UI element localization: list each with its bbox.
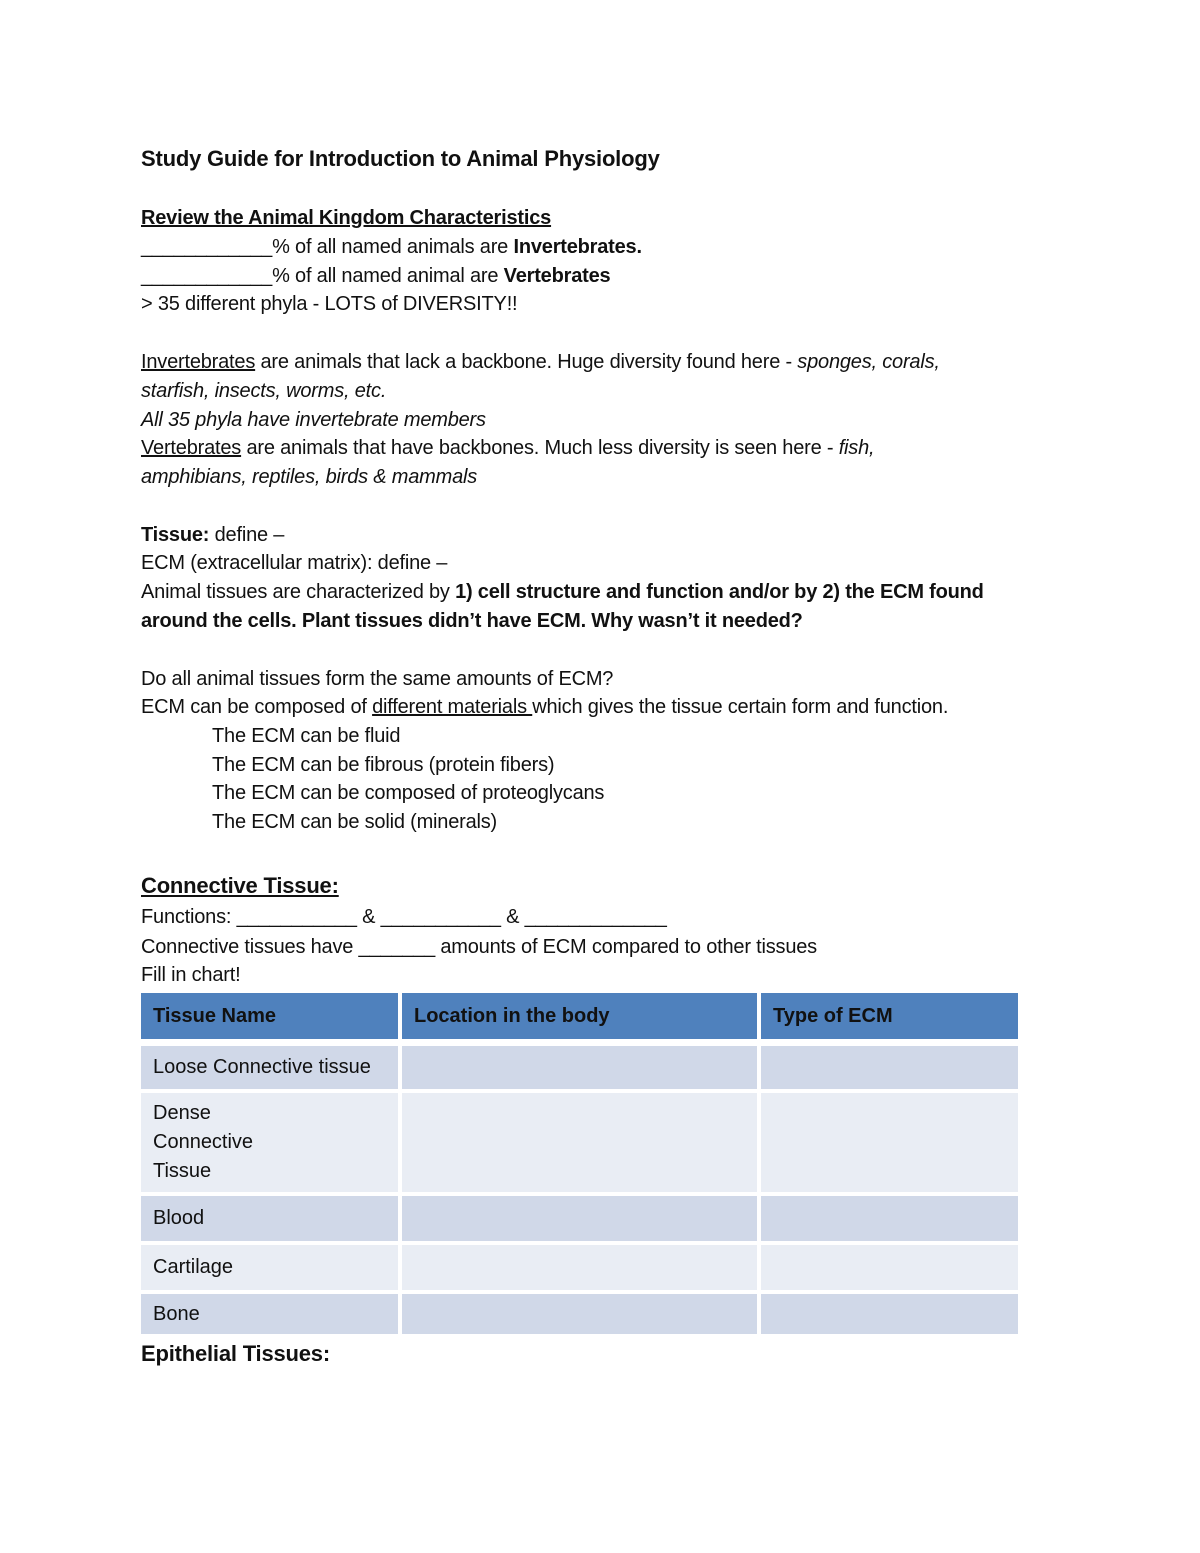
ecm-amounts-line: Connective tissues have _______ amounts of ECM compared to other tissues	[141, 936, 817, 958]
table-row	[141, 1196, 1018, 1241]
ecm-type-cell[interactable]	[761, 1294, 1018, 1334]
tissue-name-cell: Dense Connective Tissue	[141, 1093, 398, 1192]
ecm-item: The ECM can be fibrous (protein fibers)	[212, 754, 555, 776]
table-header-row	[141, 993, 1018, 1042]
connective-tissue-heading: Connective Tissue:	[141, 873, 339, 898]
vertebrates-definition: Vertebrates are animals that have backbones. Much less diversity is seen here - fish,	[141, 437, 875, 459]
invertebrates-definition: Invertebrates are animals that lack a backbone. Huge diversity found here - sponges, corals,	[141, 351, 940, 373]
tissue-name-cell: Cartilage	[141, 1245, 398, 1290]
tissue-define-line: Tissue: define –	[141, 524, 285, 546]
fill-chart-instruction: Fill in chart!	[141, 964, 241, 986]
location-cell[interactable]	[402, 1294, 757, 1334]
page-title: Study Guide for Introduction to Animal Physiology	[141, 146, 660, 171]
table-row	[141, 1093, 1018, 1192]
invertebrates-note: All 35 phyla have invertebrate members	[141, 409, 486, 431]
connective-tissue-chart	[137, 989, 1022, 1338]
table-row	[141, 1294, 1018, 1334]
location-cell[interactable]	[402, 1196, 757, 1241]
location-cell[interactable]	[402, 1046, 757, 1089]
blank-line: ____________	[141, 265, 273, 287]
epithelial-tissues-heading: Epithelial Tissues:	[141, 1341, 330, 1366]
invertebrates-term: Invertebrates	[141, 351, 256, 373]
review-heading: Review the Animal Kingdom Characteristics	[141, 207, 552, 229]
phyla-line: > 35 different phyla - LOTS of DIVERSITY!!	[141, 293, 518, 315]
invertebrates-examples: starfish, insects, worms, etc.	[141, 380, 387, 402]
tissue-name-cell: Blood	[141, 1196, 398, 1241]
table-row	[141, 1046, 1018, 1089]
column-header-ecm-type: Type of ECM	[761, 993, 1018, 1042]
ecm-type-cell[interactable]	[761, 1196, 1018, 1241]
tissue-characteristics: Animal tissues are characterized by 1) cell structure and function and/or by 2) the ECM found	[141, 581, 984, 603]
location-cell[interactable]	[402, 1245, 757, 1290]
ecm-define-line: ECM (extracellular matrix): define –	[141, 552, 448, 574]
column-header-tissue-name: Tissue Name	[141, 993, 398, 1042]
invertebrate-percent-line: ____________% of all named animals are Invertebrates.	[141, 236, 642, 258]
vertebrates-examples: amphibians, reptiles, birds & mammals	[141, 466, 478, 488]
ecm-item: The ECM can be solid (minerals)	[212, 811, 498, 833]
plant-tissue-question: around the cells. Plant tissues didn’t have ECM. Why wasn’t it needed?	[141, 610, 803, 632]
vertebrates-term: Vertebrates	[141, 437, 242, 459]
ecm-type-cell[interactable]	[761, 1093, 1018, 1192]
functions-line: Functions: ___________ & ___________ & _____________	[141, 906, 667, 928]
tissue-name-cell: Loose Connective tissue	[141, 1046, 398, 1089]
ecm-amount-question: Do all animal tissues form the same amounts of ECM?	[141, 668, 614, 690]
ecm-composition-line: ECM can be composed of different materials which gives the tissue certain form and function.	[141, 696, 949, 718]
column-header-location: Location in the body	[402, 993, 757, 1042]
tissue-name-cell: Bone	[141, 1294, 398, 1334]
ecm-type-cell[interactable]	[761, 1046, 1018, 1089]
blank-line: ____________	[141, 236, 273, 258]
ecm-item: The ECM can be composed of proteoglycans	[212, 782, 605, 804]
ecm-type-cell[interactable]	[761, 1245, 1018, 1290]
location-cell[interactable]	[402, 1093, 757, 1192]
table-row	[141, 1245, 1018, 1290]
ecm-item: The ECM can be fluid	[212, 725, 401, 747]
vertebrate-percent-line: ____________% of all named animal are Vertebrates	[141, 265, 611, 287]
